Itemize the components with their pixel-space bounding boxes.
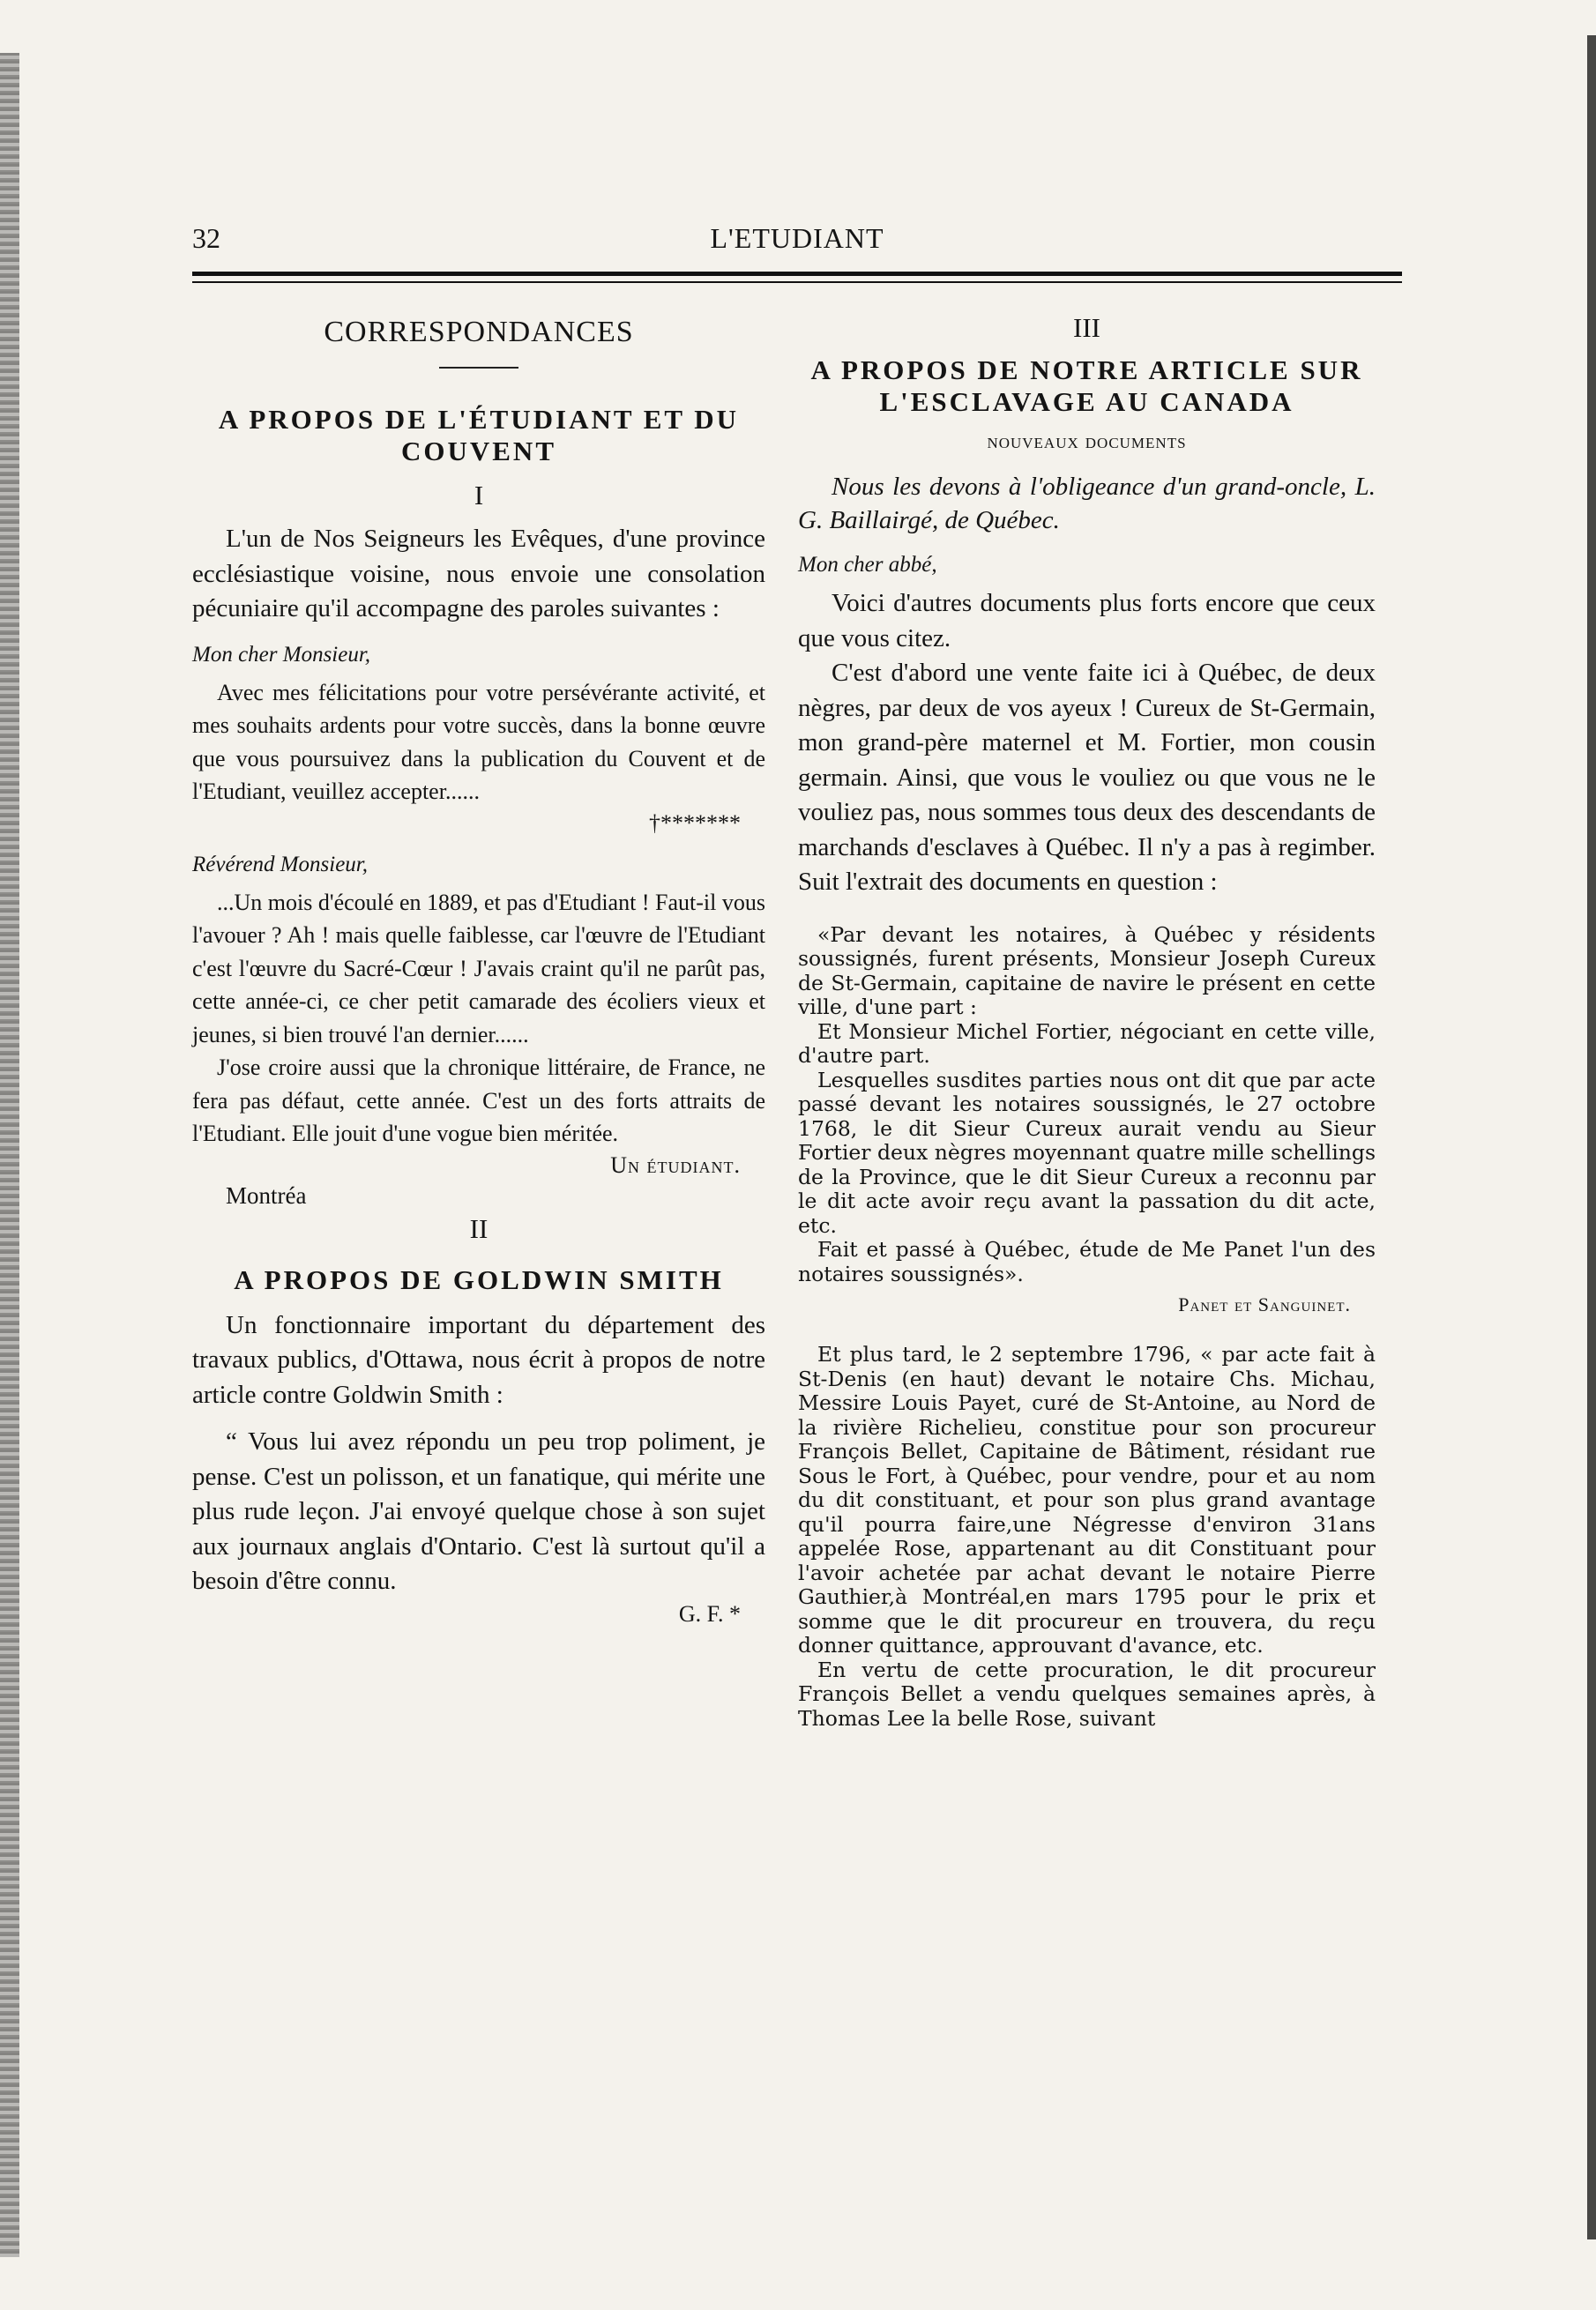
header-rule-thick: [192, 272, 1402, 276]
running-header: [192, 222, 1402, 266]
page-number: 32: [192, 222, 220, 254]
article1-intro: L'un de Nos Seigneurs les Evêques, d'une province ecclésiastique voisine, nous envoie une consolation pécuniaire qu'il accompagne des paroles suivantes :: [192, 525, 765, 622]
document1-signature: Panet et Sanguinet.: [1178, 1293, 1351, 1315]
section-divider: [439, 367, 518, 369]
article2-numeral: II: [469, 1212, 488, 1244]
header-rule-thin: [192, 281, 1402, 283]
document2-para-2: En vertu de cette procuration, le dit procureur François Bellet a vendu quelques semaines après, à Thomas Lee la belle Rose, suivant: [798, 1657, 1376, 1731]
article2-quote: “ Vous lui avez répondu un peu trop poliment, je pense. C'est un polisson, et un fanatique, qui mérite une plus rude leçon. J'ai envoyé quelque chose à son sujet aux journaux anglais d'Ontario. C'est là surtout qu'il a besoin d'être connu.: [192, 1427, 765, 1595]
article3-para-1: Voici d'autres documents plus forts encore que ceux que vous citez.: [798, 589, 1376, 652]
letter2-salutation: Révérend Monsieur,: [192, 852, 369, 876]
article3-numeral: III: [1073, 312, 1100, 343]
letter2-place: Montréa: [226, 1181, 307, 1209]
article3-headline: A PROPOS DE NOTRE ARTICLE SUR L'ESCLAVAGE AU CANADA: [810, 354, 1363, 417]
letter1-signature: †*******: [649, 809, 741, 836]
article1-numeral: I: [474, 480, 484, 510]
section-title: CORRESPONDANCES: [324, 316, 634, 348]
article3-lead: Nous les devons à l'obligeance d'un grand-oncle, L. G. Baillairgé, de Québec.: [798, 473, 1376, 534]
document1-para-4: Fait et passé à Québec, étude de Me Panet l'un des notaires soussignés».: [798, 1237, 1376, 1286]
letter1-body: Avec mes félicitations pour votre persévérante activité, et mes souhaits ardents pour votre succès, dans la bonne œuvre que vous poursuivez dans la publication du Couvent et de l'Etudiant, veuillez accepter......: [192, 679, 765, 804]
scan-edge-right: [1587, 35, 1596, 2239]
letter2-body: ...Un mois d'écoulé en 1889, et pas d'Etudiant ! Faut-il vous l'avouer ? Ah ! mais quelle faiblesse, car l'œuvre de l'Etudiant c'est l'œuvre du Sacré-Cœur ! J'avais craint qu'il ne parût pas, cette année-ci, ce cher petit camarade des écoliers vieux et jeunes, si bien trouvé l'an dernier......: [192, 889, 765, 1047]
right-column: [798, 309, 1376, 1731]
article2-headline: A PROPOS DE GOLDWIN SMITH: [234, 1263, 724, 1295]
letter2-signature: Un étudiant.: [610, 1151, 741, 1178]
article3-salutation: Mon cher abbé,: [798, 553, 937, 577]
letter1-salutation: Mon cher Monsieur,: [192, 642, 371, 667]
running-title: L'ETUDIANT: [710, 222, 884, 254]
document1-para-2: Et Monsieur Michel Fortier, négociant en cette ville, d'autre part.: [798, 1018, 1376, 1068]
left-column: [192, 309, 765, 1631]
article2-intro: Un fonctionnaire important du département des travaux publics, d'Ottawa, nous écrit à propos de notre article contre Goldwin Smith :: [192, 1310, 765, 1409]
article3-para-2: C'est d'abord une vente faite ici à Québec, de deux nègres, par deux de vos ayeux ! Cureux de St-Germain, mon grand-père maternel et M. Fortier, mon cousin germain. Ainsi, que vous le vouliez ou que vous ne le vouliez pas, nous sommes tous deux des descendants de marchands d'esclaves à Québec. Il n'y a pas à regimber. Suit l'extrait des documents en question :: [798, 659, 1376, 896]
document1-para-3: Lesquelles susdites parties nous ont dit que par acte passé devant les notaires soussignés, le 27 octobre 1768, le dit Sieur Cureux aurait vendu au Sieur Fortier deux nègres moyennant quatre mille schellings de la Province, que le dit Sieur Cureux a reconnu par le dit acte avoir reçu avant la passation du dit acte, etc.: [798, 1067, 1376, 1238]
letter2-body-2: J'ose croire aussi que la chronique littéraire, de France, ne fera pas défaut, cette année. C'est un des forts attraits de l'Etudiant. Elle jouit d'une vogue bien méritée.: [192, 1054, 765, 1146]
article3-subhead: nouveaux documents: [987, 430, 1187, 453]
document1-para-1: «Par devant les notaires, à Québec y résidents soussignés, furent présents, Monsieur Joseph Cureux de St-Germain, capitaine de navire le présent en cette ville, d'une part :: [798, 921, 1376, 1019]
article1-headline: A PROPOS DE L'ÉTUDIANT ET DU COUVENT: [218, 404, 740, 466]
scan-edge-left: [0, 53, 19, 2257]
article2-signature: G. F. *: [678, 1600, 741, 1627]
document2-para-1: Et plus tard, le 2 septembre 1796, « par acte fait à St-Denis (en haut) devant le notaire Chs. Michau, Messire Louis Payet, curé de St-Antoine, au Nord de la rivière Richelieu, constitue pour son procureur François Bellet, Capitaine de Bâtiment, résidant rue Sous le Fort, à Québec, pour vendre, pour et au nom du dit constituant, et pour son plus grand avantage qu'il pourra faire,une Négresse d'environ 31ans appelée Rose, appartenant au dit Constituant pour l'avoir achetée par achat devant le notaire Pierre Gauthier,à Montréal,en mars 1795 pour le prix et somme que le dit procureur en trouvera, du reçu donner quittance, approuvant d'avance, etc.: [798, 1342, 1376, 1658]
